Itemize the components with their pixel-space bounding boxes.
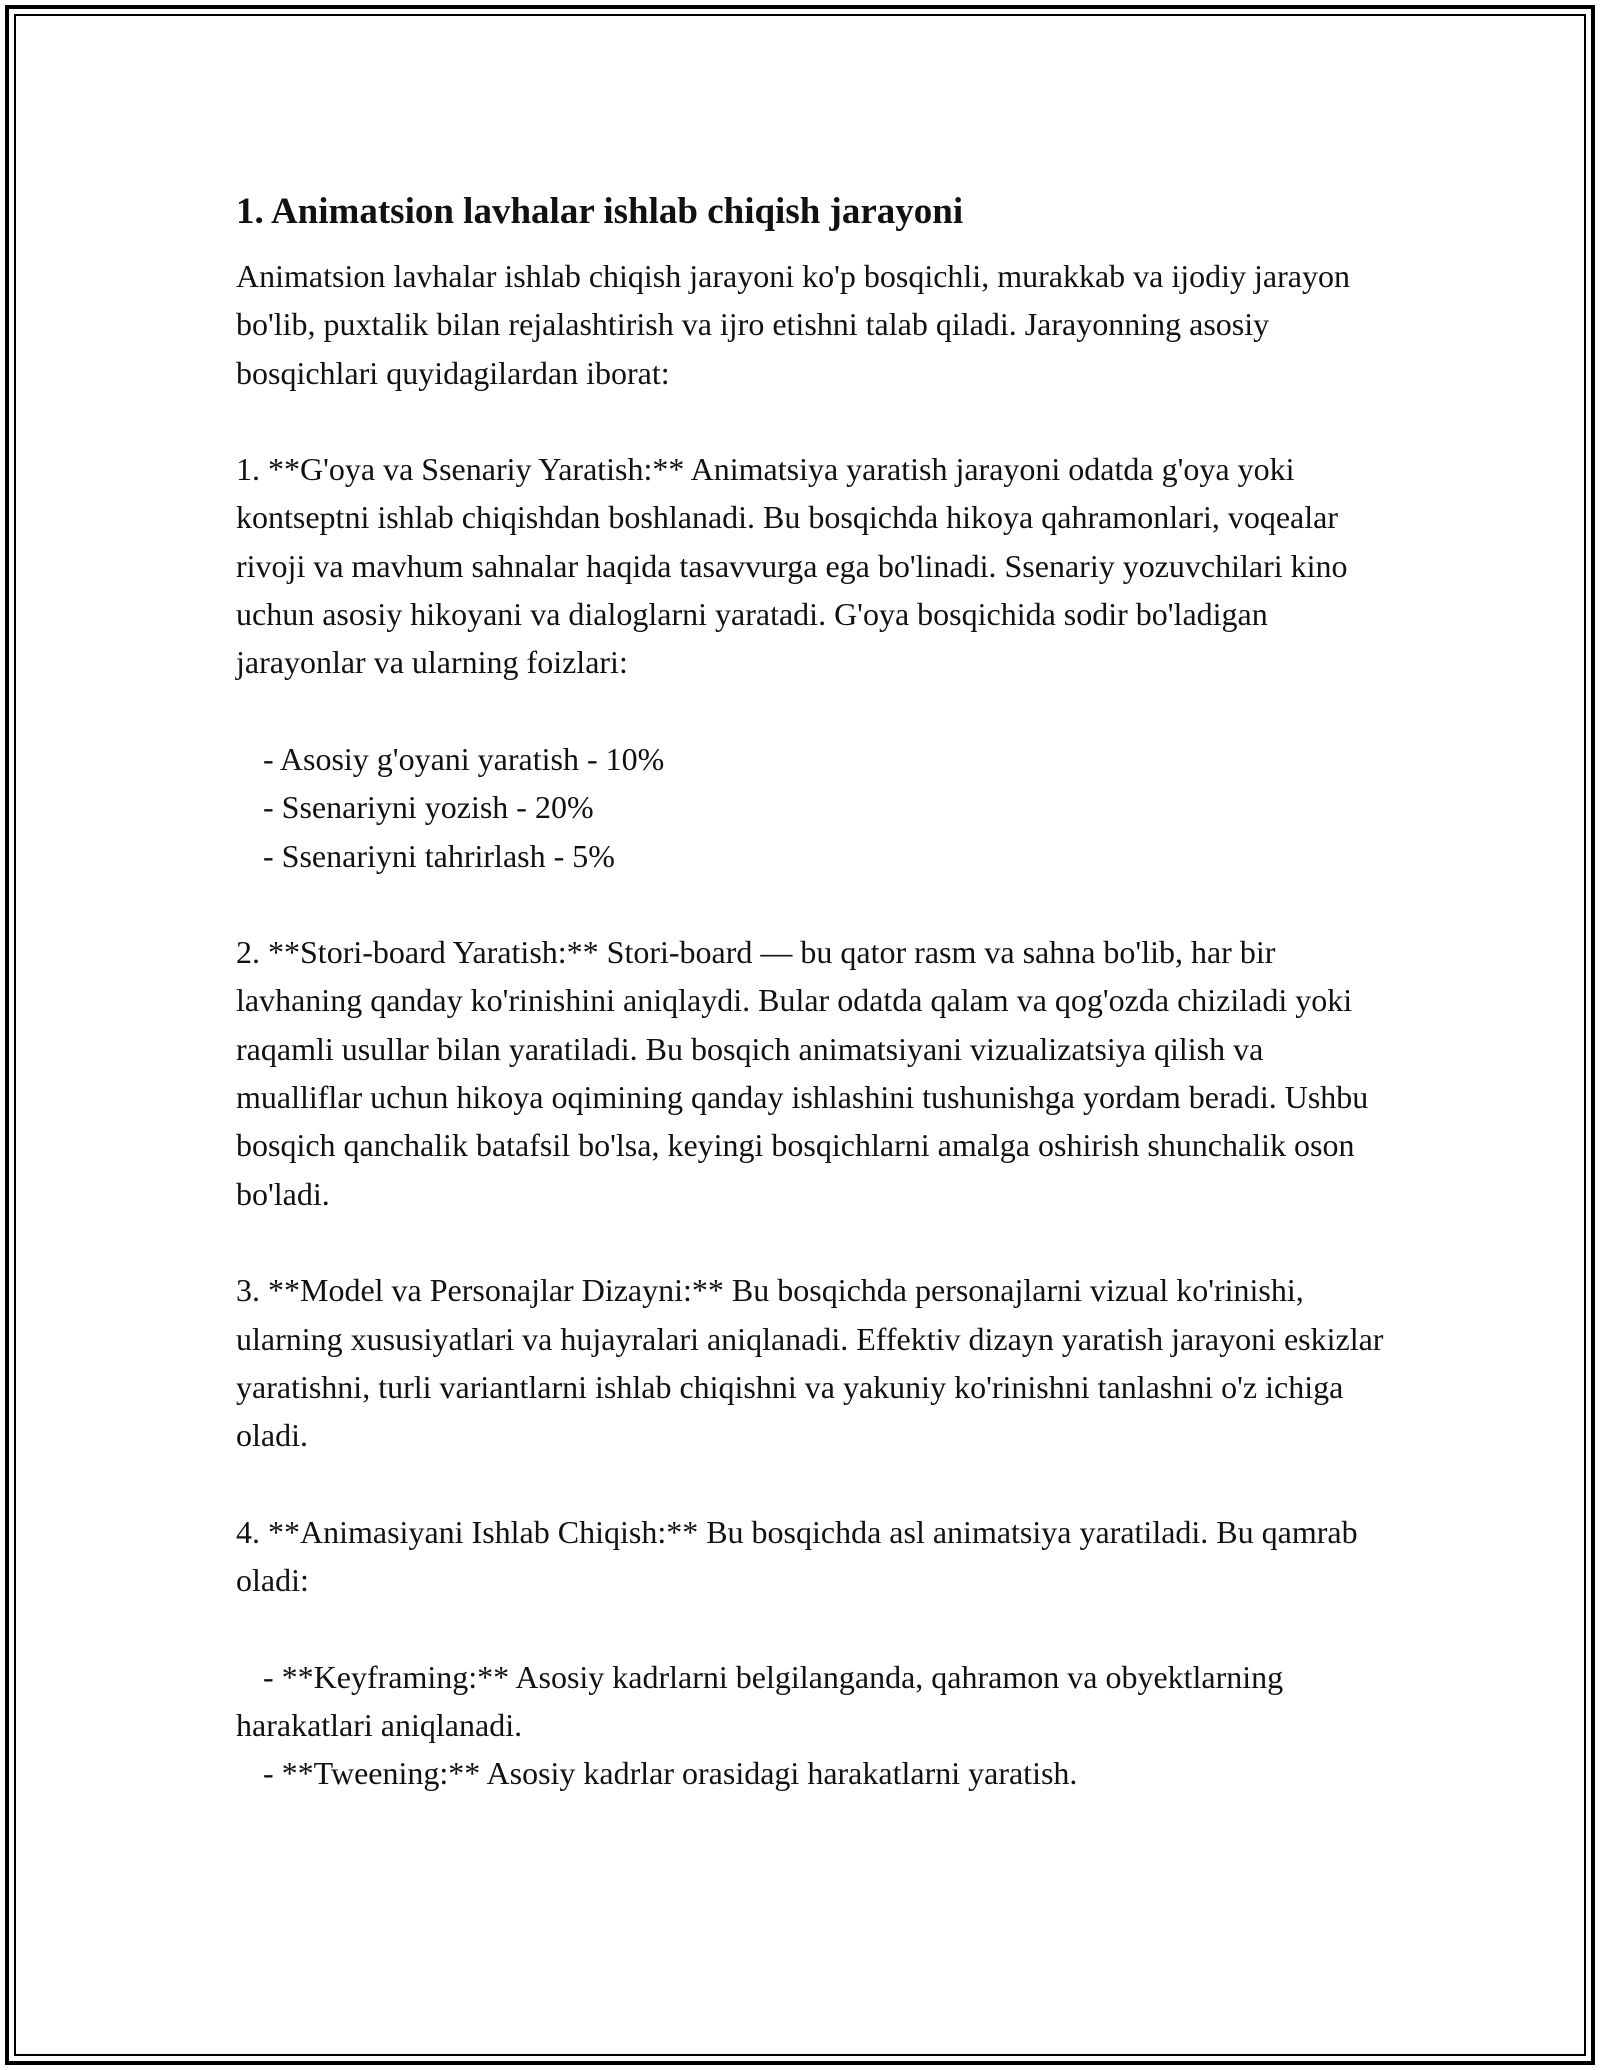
- spacer: [236, 238, 1396, 252]
- list-item: - Asosiy g'oyani yaratish - 10%: [263, 740, 665, 777]
- section-3-paragraph: 3. **Model va Personajlar Dizayni:** Bu bosqichda personajlarni vizual ko'rinishi, ularning xususiyatlari va hujayralari aniqlanadi. Effektiv dizayn yaratish jarayoni eskizlar yaratishni, turli variantlarni ishlab chiqishni va yakuniy ko'rinishni tanlashni o'z ichiga oladi.: [236, 1272, 1392, 1454]
- section-4-paragraph: 4. **Animasiyani Ishlab Chiqish:** Bu bosqichda asl animatsiya yaratiladi. Bu qamrab oladi:: [236, 1513, 1366, 1599]
- document-body: [236, 186, 1396, 1798]
- list-item-text: - **Keyframing:** Asosiy kadrlarni belgilanganda, qahramon va obyektlarning harakatlari aniqlanadi.: [236, 1658, 1292, 1743]
- spacer: [236, 397, 1396, 445]
- intro-paragraph: Animatsion lavhalar ishlab chiqish jarayoni ko'p bosqichli, murakkab va ijodiy jarayon bo'lib, puxtalik bilan rejalashtirish va ijro etishni talab qiladi. Jarayonning asosiy bosqichlari quyidagilardan iborat:: [236, 258, 1358, 391]
- spacer: [236, 1604, 1396, 1652]
- list-item: - **Tweening:** Asosiy kadrlar orasidagi harakatlarni yaratish.: [263, 1755, 1078, 1792]
- section-2-paragraph: 2. **Stori-board Yaratish:** Stori-board — bu qator rasm va sahna bo'lib, har bir lavhaning qanday ko'rinishini aniqlaydi. Bular odatda qalam va qog'ozda chiziladi yoki raqamli usullar bilan yaratiladi. Bu bosqich animatsiyani vizualizatsiya qilish va mualliflar uchun hikoya oqimining qanday ishlashini tushunishga yordam beradi. Ushbu bosqich qanchalik batafsil bo'lsa, keyingi bosqichlarni amalga oshirish shunchalik oson bo'ladi.: [236, 934, 1377, 1212]
- spacer: [236, 1218, 1396, 1266]
- spacer: [236, 880, 1396, 928]
- list-item: [236, 1653, 1396, 1750]
- section-1-paragraph: 1. **G'oya va Ssenariy Yaratish:** Animatsiya yaratish jarayoni odatda g'oya yoki kontseptni ishlab chiqishdan boshlanadi. Bu bosqichda hikoya qahramonlari, voqealar rivoji va mavhum sahnalar haqida tasavvurga ega bo'linadi. Ssenariy yozuvchilari kino uchun asosiy hikoyani va dialoglarni yaratadi. G'oya bosqichida sodir bo'ladigan jarayonlar va ularning foizlari:: [236, 451, 1356, 681]
- document-title: 1. Animatsion lavhalar ishlab chiqish jarayoni: [236, 191, 964, 232]
- spacer: [236, 1459, 1396, 1507]
- spacer: [236, 687, 1396, 735]
- list-item: - Ssenariyni tahrirlash - 5%: [263, 837, 615, 874]
- list-item: - Ssenariyni yozish - 20%: [263, 789, 594, 826]
